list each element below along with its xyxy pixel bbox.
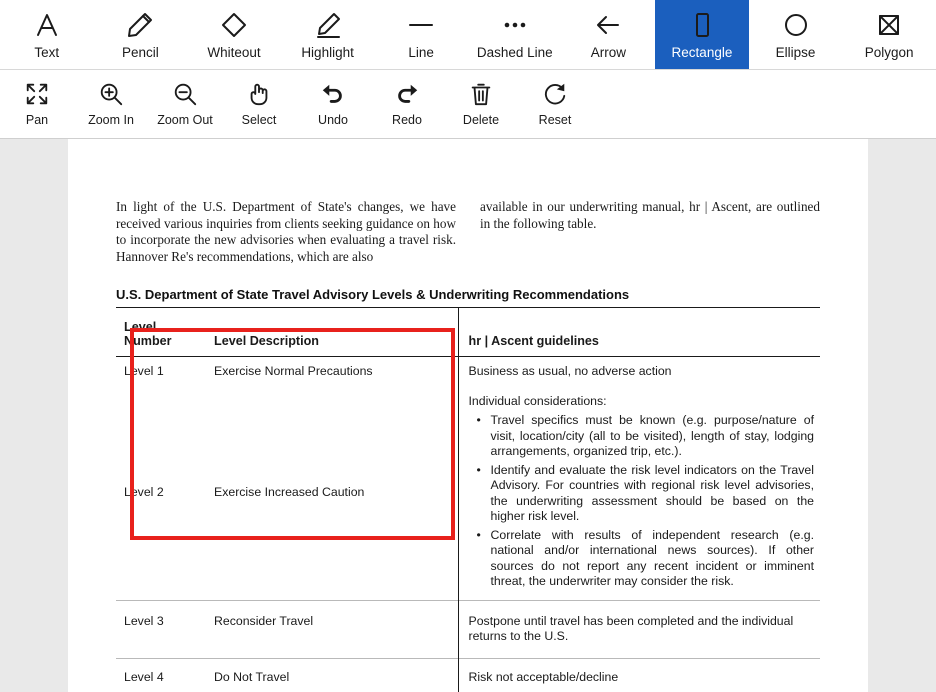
cell-guideline: Risk not acceptable/decline	[458, 658, 820, 692]
reset-icon	[542, 80, 568, 108]
cell-guideline: Postpone until travel has been completed and the individual returns to the U.S.	[458, 600, 820, 658]
tool-line[interactable]	[374, 0, 468, 69]
tool-label: Ellipse	[775, 44, 816, 60]
highlight-icon	[314, 10, 342, 40]
tool-dashed-line[interactable]	[468, 0, 562, 69]
tool-zoom-out[interactable]	[148, 70, 222, 138]
tool-zoom-in[interactable]	[74, 70, 148, 138]
tool-label: Undo	[318, 113, 348, 127]
tool-label: Whiteout	[207, 44, 261, 60]
line-icon	[407, 10, 435, 40]
cell-level-description: Reconsider Travel	[208, 600, 458, 658]
polygon-icon	[875, 10, 903, 40]
column-header-level-description: Level Description	[208, 308, 458, 357]
document-viewport[interactable]	[0, 139, 936, 692]
tool-ellipse[interactable]	[749, 0, 843, 69]
tool-label: Select	[241, 113, 277, 127]
tool-label: Zoom Out	[157, 113, 213, 127]
arrow-icon	[594, 10, 622, 40]
table-row	[116, 387, 820, 601]
guideline-intro: Individual considerations:	[468, 393, 607, 408]
cell-level-number: Level 4	[116, 658, 208, 692]
pdf-page	[68, 139, 868, 692]
select-hand-icon	[246, 80, 272, 108]
table-row	[116, 658, 820, 692]
intro-paragraphs	[116, 199, 820, 265]
table-header-row	[116, 308, 820, 357]
tool-select[interactable]	[222, 70, 296, 138]
cell-level-number: Level 1	[124, 364, 164, 378]
table-heading: U.S. Department of State Travel Advisory Levels & Underwriting Recommendations	[116, 287, 820, 308]
annotation-toolbar	[0, 0, 936, 70]
table-row	[116, 357, 820, 387]
tool-highlight[interactable]	[281, 0, 375, 69]
tool-label: Rectangle	[671, 44, 733, 60]
tool-text[interactable]	[0, 0, 94, 69]
rectangle-icon	[688, 10, 716, 40]
table-row	[116, 600, 820, 658]
tool-label: Text	[34, 44, 60, 60]
cell-level-description: Exercise Normal Precautions	[214, 364, 373, 378]
cell-level-number: Level 2	[124, 485, 164, 500]
column-header-level-number: Level Number	[116, 308, 208, 357]
zoom-in-icon	[98, 80, 124, 108]
list-item: • Identify and evaluate the risk level indicators on the Travel Advisory. For countries with regional risk level advisories, the underwriting assessment should be based on the higher risk level.	[491, 463, 815, 525]
list-item: • Correlate with results of independent research (e.g. national and/or international news sources). If other sources do not report any recent incident or imminent threat, the underwriter may consider the risk.	[491, 528, 815, 590]
tool-label: Reset	[538, 113, 572, 127]
column-header-guidelines: hr | Ascent guidelines	[458, 308, 820, 357]
dashed-line-icon	[501, 10, 529, 40]
tool-delete[interactable]	[444, 70, 518, 138]
tool-label: Pan	[25, 113, 49, 127]
pan-icon	[24, 80, 50, 108]
cell-guideline	[458, 387, 820, 601]
cell-level-description: Exercise Increased Caution	[214, 485, 365, 500]
travel-advisory-table	[116, 308, 820, 692]
paragraph-left: In light of the U.S. Department of State's changes, we have received various inquiries from clients seeking guidance on how to incorporate the new advisories when evaluating a travel risk. Hannover Re's recommendations, which are also	[116, 199, 456, 264]
tool-label: Highlight	[301, 44, 354, 60]
ellipse-icon	[782, 10, 810, 40]
trash-icon	[468, 80, 494, 108]
list-item: • Travel specifics must be known (e.g. purpose/nature of visit, location/city (all to be visited), length of stay, lodging arrangements, organized trip, etc.).	[491, 413, 815, 460]
cell-level-number: Level 3	[116, 600, 208, 658]
tool-label: Redo	[392, 113, 422, 127]
tool-pencil[interactable]	[94, 0, 188, 69]
whiteout-icon	[220, 10, 248, 40]
tool-whiteout[interactable]	[187, 0, 281, 69]
redo-icon	[394, 80, 420, 108]
tool-undo[interactable]	[296, 70, 370, 138]
tool-label: Polygon	[864, 44, 914, 60]
zoom-out-icon	[172, 80, 198, 108]
pencil-icon	[126, 10, 154, 40]
tool-label: Zoom In	[88, 113, 134, 127]
undo-icon	[320, 80, 346, 108]
text-icon	[33, 10, 61, 40]
cell-guideline: Business as usual, no adverse action	[458, 357, 820, 387]
tool-arrow[interactable]	[562, 0, 656, 69]
tool-label: Arrow	[590, 44, 626, 60]
view-toolbar	[0, 70, 936, 139]
tool-polygon[interactable]	[842, 0, 936, 69]
tool-label: Pencil	[122, 44, 159, 60]
tool-pan[interactable]	[0, 70, 74, 138]
guideline-bullets	[469, 413, 815, 590]
cell-level-description: Do Not Travel	[208, 658, 458, 692]
tool-redo[interactable]	[370, 70, 444, 138]
tool-label: Line	[408, 44, 434, 60]
tool-rectangle[interactable]	[655, 0, 749, 69]
tool-reset[interactable]	[518, 70, 592, 138]
tool-label: Dashed Line	[476, 44, 553, 60]
paragraph-right: available in our underwriting manual, hr | Ascent, are outlined in the following table.	[480, 199, 820, 231]
tool-label: Delete	[462, 113, 500, 127]
